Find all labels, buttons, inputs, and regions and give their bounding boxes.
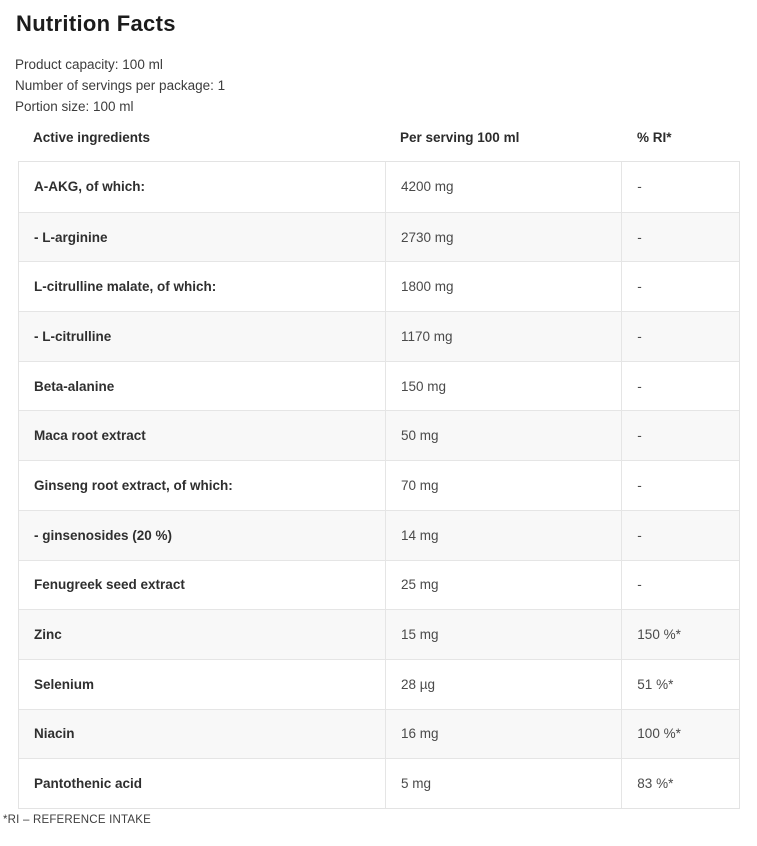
per-serving-value-cell: 16 mg (385, 710, 621, 759)
ri-percent-value-cell: - (621, 162, 739, 212)
ri-percent-value-cell: - (621, 561, 739, 610)
table-row (19, 609, 739, 659)
column-header-per-serving: Per serving 100 ml (400, 130, 520, 145)
table-row (19, 560, 739, 610)
per-serving-value-cell: 50 mg (385, 411, 621, 460)
ingredient-name-cell: Zinc (34, 627, 62, 643)
page-title: Nutrition Facts (16, 11, 176, 36)
table-header-row (18, 130, 740, 145)
table-row (19, 709, 739, 759)
per-serving-value-cell: 1800 mg (385, 262, 621, 311)
portion-size-line: Portion size: 100 ml (15, 99, 134, 114)
per-serving-value-cell: 28 µg (385, 660, 621, 709)
per-serving-value-cell: 5 mg (385, 759, 621, 808)
per-serving-value-cell: 150 mg (385, 362, 621, 411)
table-row (19, 162, 739, 212)
ri-percent-value-cell: - (621, 312, 739, 361)
table-row (19, 410, 739, 460)
table-row (19, 659, 739, 709)
table-row (19, 460, 739, 510)
per-serving-value-cell: 1170 mg (385, 312, 621, 361)
ri-percent-value-cell: - (621, 511, 739, 560)
ri-percent-value-cell: - (621, 411, 739, 460)
reference-intake-footnote: *RI – REFERENCE INTAKE (3, 813, 151, 826)
servings-per-package-line: Number of servings per package: 1 (15, 78, 226, 93)
ingredient-name-cell: Beta-alanine (34, 378, 115, 394)
ri-percent-value-cell: 150 %* (621, 610, 739, 659)
ingredient-name-cell: - ginsenosides (20 %) (34, 527, 173, 543)
column-header-ri-percent: % RI* (637, 130, 672, 145)
column-header-active-ingredients: Active ingredients (33, 130, 151, 145)
nutrition-facts-page (0, 11, 757, 846)
ingredient-name-cell: Ginseng root extract, of which: (34, 477, 233, 493)
per-serving-value-cell: 4200 mg (385, 162, 621, 212)
per-serving-value-cell: 2730 mg (385, 213, 621, 262)
ingredient-name-cell: Niacin (34, 726, 75, 742)
ingredient-name-cell: Pantothenic acid (34, 776, 143, 792)
product-meta (15, 54, 757, 117)
per-serving-value-cell: 15 mg (385, 610, 621, 659)
ri-percent-value-cell: 51 %* (621, 660, 739, 709)
nutrition-table-body (18, 161, 740, 809)
table-row (19, 261, 739, 311)
ri-percent-value-cell: - (621, 461, 739, 510)
per-serving-value-cell: 14 mg (385, 511, 621, 560)
per-serving-value-cell: 70 mg (385, 461, 621, 510)
ingredient-name-cell: A-AKG, of which: (34, 179, 145, 195)
table-row (19, 758, 739, 808)
ingredient-name-cell: L-citrulline malate, of which: (34, 279, 217, 295)
ri-percent-value-cell: 100 %* (621, 710, 739, 759)
ingredient-name-cell: Maca root extract (34, 428, 146, 444)
ingredient-name-cell: - L-arginine (34, 229, 108, 245)
ri-percent-value-cell: - (621, 262, 739, 311)
ingredient-name-cell: Selenium (34, 676, 95, 692)
table-row (19, 361, 739, 411)
table-row (19, 510, 739, 560)
ri-percent-value-cell: - (621, 213, 739, 262)
ri-percent-value-cell: - (621, 362, 739, 411)
ingredient-name-cell: Fenugreek seed extract (34, 577, 185, 593)
table-row (19, 212, 739, 262)
table-row (19, 311, 739, 361)
product-capacity-line: Product capacity: 100 ml (15, 57, 163, 72)
ri-percent-value-cell: 83 %* (621, 759, 739, 808)
per-serving-value-cell: 25 mg (385, 561, 621, 610)
ingredient-name-cell: - L-citrulline (34, 328, 112, 344)
